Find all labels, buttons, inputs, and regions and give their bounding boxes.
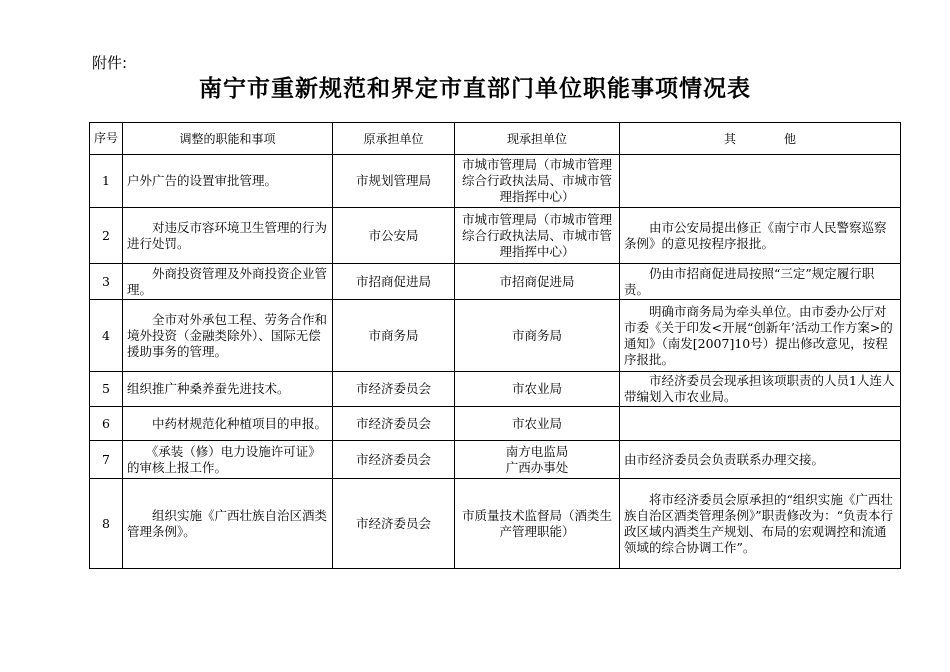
cell-item: 组织推广种桑养蚕先进技术。 (123, 372, 333, 407)
cell-other: 市经济委员会现承担该项职责的人员1人连人带编划入市农业局。 (620, 372, 901, 407)
cell-orig-unit: 市公安局 (333, 208, 455, 264)
cell-seq: 3 (90, 264, 123, 300)
page-title: 南宁市重新规范和界定市直部门单位职能事项情况表 (199, 75, 751, 102)
cell-orig-unit: 市规划管理局 (333, 155, 455, 208)
cell-item: 户外广告的设置审批管理。 (123, 155, 333, 208)
cell-orig-unit: 市经济委员会 (333, 479, 455, 569)
header-seq: 序号 (90, 123, 123, 155)
cell-curr-unit: 市招商促进局 (455, 264, 620, 300)
cell-other: 仍由市招商促进局按照“三定”规定履行职责。 (620, 264, 901, 300)
cell-curr-unit: 市商务局 (455, 300, 620, 372)
table-row (90, 300, 901, 372)
cell-curr-unit: 市城市管理局（市城市管理综合行政执法局、市城市管理指挥中心） (455, 208, 620, 264)
cell-other: 由市公安局提出修正《南宁市人民警察巡察条例》的意见按程序报批。 (620, 208, 901, 264)
table-row (90, 407, 901, 441)
table-row (90, 155, 901, 208)
cell-other (620, 155, 901, 208)
cell-seq: 1 (90, 155, 123, 208)
cell-item: 《承装（修）电力设施许可证》的审核上报工作。 (123, 441, 333, 479)
table-row (90, 372, 901, 407)
header-curr-unit: 现承担单位 (455, 123, 620, 155)
attachment-label: 附件: (92, 54, 128, 72)
cell-item: 外商投资管理及外商投资企业管理。 (123, 264, 333, 300)
cell-seq: 7 (90, 441, 123, 479)
cell-seq: 5 (90, 372, 123, 407)
cell-item: 组织实施《广西壮族自治区酒类管理条例》。 (123, 479, 333, 569)
table-row (90, 441, 901, 479)
cell-item: 全市对外承包工程、劳务合作和境外投资（金融类除外）、国际无偿援助事务的管理。 (123, 300, 333, 372)
duties-table (89, 122, 901, 569)
header-item: 调整的职能和事项 (123, 123, 333, 155)
cell-orig-unit: 市经济委员会 (333, 407, 455, 441)
cell-item: 中药材规范化种植项目的申报。 (123, 407, 333, 441)
cell-other: 由市经济委员会负责联系办理交接。 (620, 441, 901, 479)
cell-curr-unit: 市城市管理局（市城市管理综合行政执法局、市城市管理指挥中心） (455, 155, 620, 208)
cell-seq: 6 (90, 407, 123, 441)
cell-curr-unit: 市农业局 (455, 372, 620, 407)
cell-item: 对违反市容环境卫生管理的行为进行处罚。 (123, 208, 333, 264)
table-header-row (90, 123, 901, 155)
cell-orig-unit: 市招商促进局 (333, 264, 455, 300)
cell-curr-unit: 市农业局 (455, 407, 620, 441)
cell-seq: 2 (90, 208, 123, 264)
header-orig-unit: 原承担单位 (333, 123, 455, 155)
cell-orig-unit: 市经济委员会 (333, 441, 455, 479)
cell-other (620, 407, 901, 441)
table-row (90, 208, 901, 264)
cell-orig-unit: 市商务局 (333, 300, 455, 372)
cell-orig-unit: 市经济委员会 (333, 372, 455, 407)
cell-curr-unit: 市质量技术监督局（酒类生产管理职能） (455, 479, 620, 569)
table-row (90, 479, 901, 569)
cell-curr-unit: 南方电监局 广西办事处 (455, 441, 620, 479)
header-other: 其 他 (620, 123, 901, 155)
cell-seq: 8 (90, 479, 123, 569)
cell-other: 将市经济委员会原承担的“组织实施《广西壮族自治区酒类管理条例》”职责修改为：“负责本行政区域内酒类生产规划、布局的宏观调控和流通领域的综合协调工作”。 (620, 479, 901, 569)
cell-seq: 4 (90, 300, 123, 372)
table-row (90, 264, 901, 300)
cell-other: 明确市商务局为牵头单位。由市委办公厅对市委《关于印发<开展“创新年’活动工作方案>的通知》（南发[2007]10号）提出修改意见，按程序报批。 (620, 300, 901, 372)
